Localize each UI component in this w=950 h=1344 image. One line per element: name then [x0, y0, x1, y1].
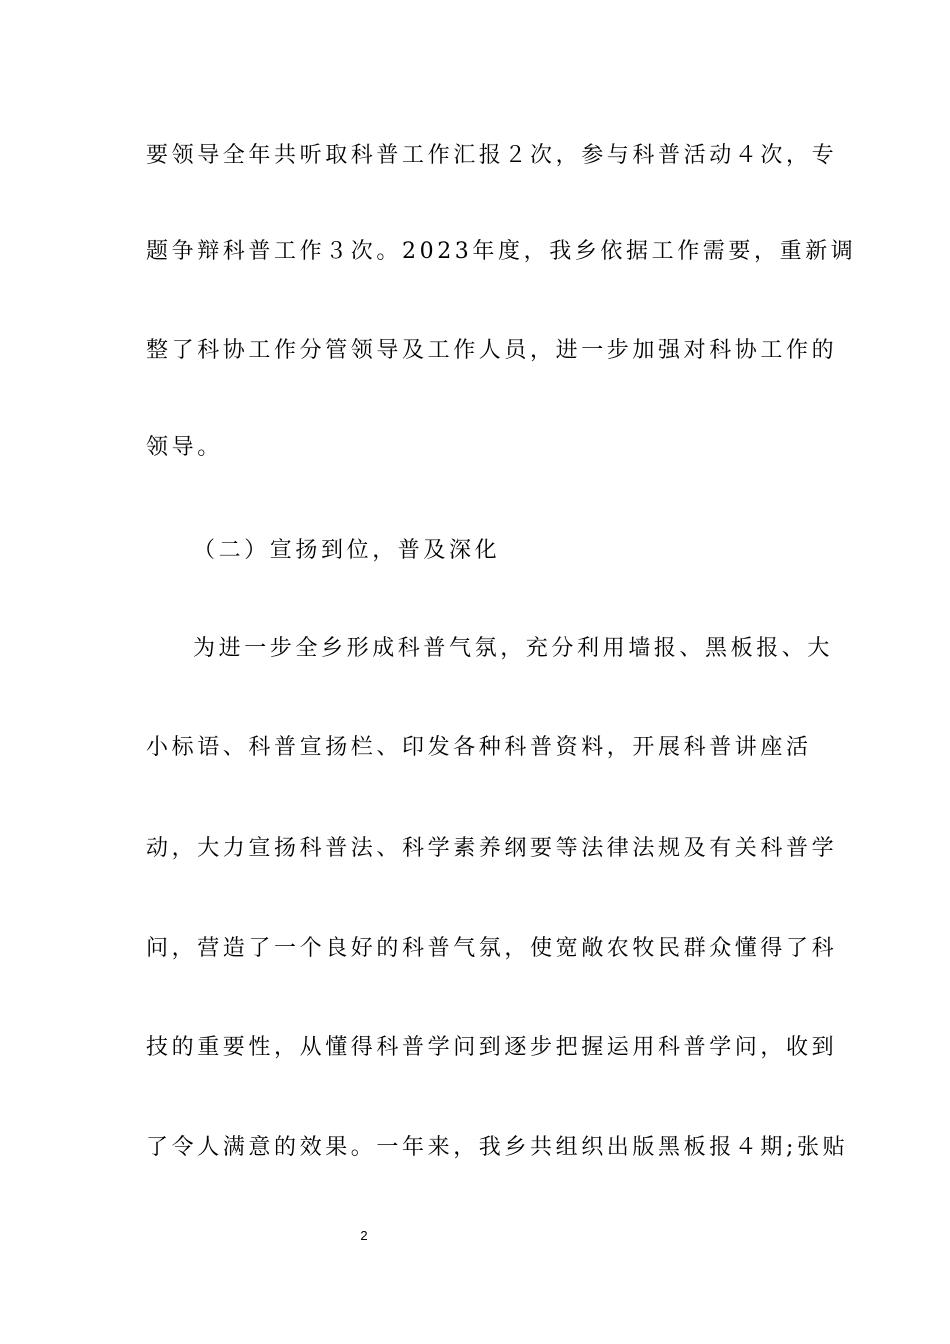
section-heading: （二）宣扬到位，普及深化	[193, 538, 501, 563]
page-number: 2	[360, 1228, 368, 1243]
paragraph-2-line-3: 动，大力宣扬科普法、科学素养纲要等法律法规及有关科普学	[146, 836, 838, 861]
paragraph-1-line-3: 整了科协工作分管领导及工作人员，进一步加强对科协工作的	[146, 338, 838, 363]
paragraph-1-line-4: 领导。	[146, 435, 223, 460]
paragraph-2-line-5: 技的重要性，从懂得科普学问到逐步把握运用科普学问，收到	[146, 1035, 838, 1060]
paragraph-2-line-4: 问，营造了一个良好的科普气氛，使宽敞农牧民群众懂得了科	[146, 936, 838, 961]
paragraph-1-line-1: 要领导全年共听取科普工作汇报２次，参与科普活动４次，专	[146, 143, 838, 168]
paragraph-1-line-2: 题争辩科普工作３次。2023年度，我乡依据工作需要，重新调	[146, 239, 857, 264]
paragraph-2-line-2: 小标语、科普宣扬栏、印发各种科普资料，开展科普讲座活	[146, 735, 812, 760]
paragraph-2-line-6: 了令人满意的效果。一年来，我乡共组织出版黑板报４期;张贴	[146, 1135, 849, 1160]
paragraph-2-line-1: 为进一步全乡形成科普气氛，充分利用墙报、黑板报、大	[193, 636, 834, 661]
